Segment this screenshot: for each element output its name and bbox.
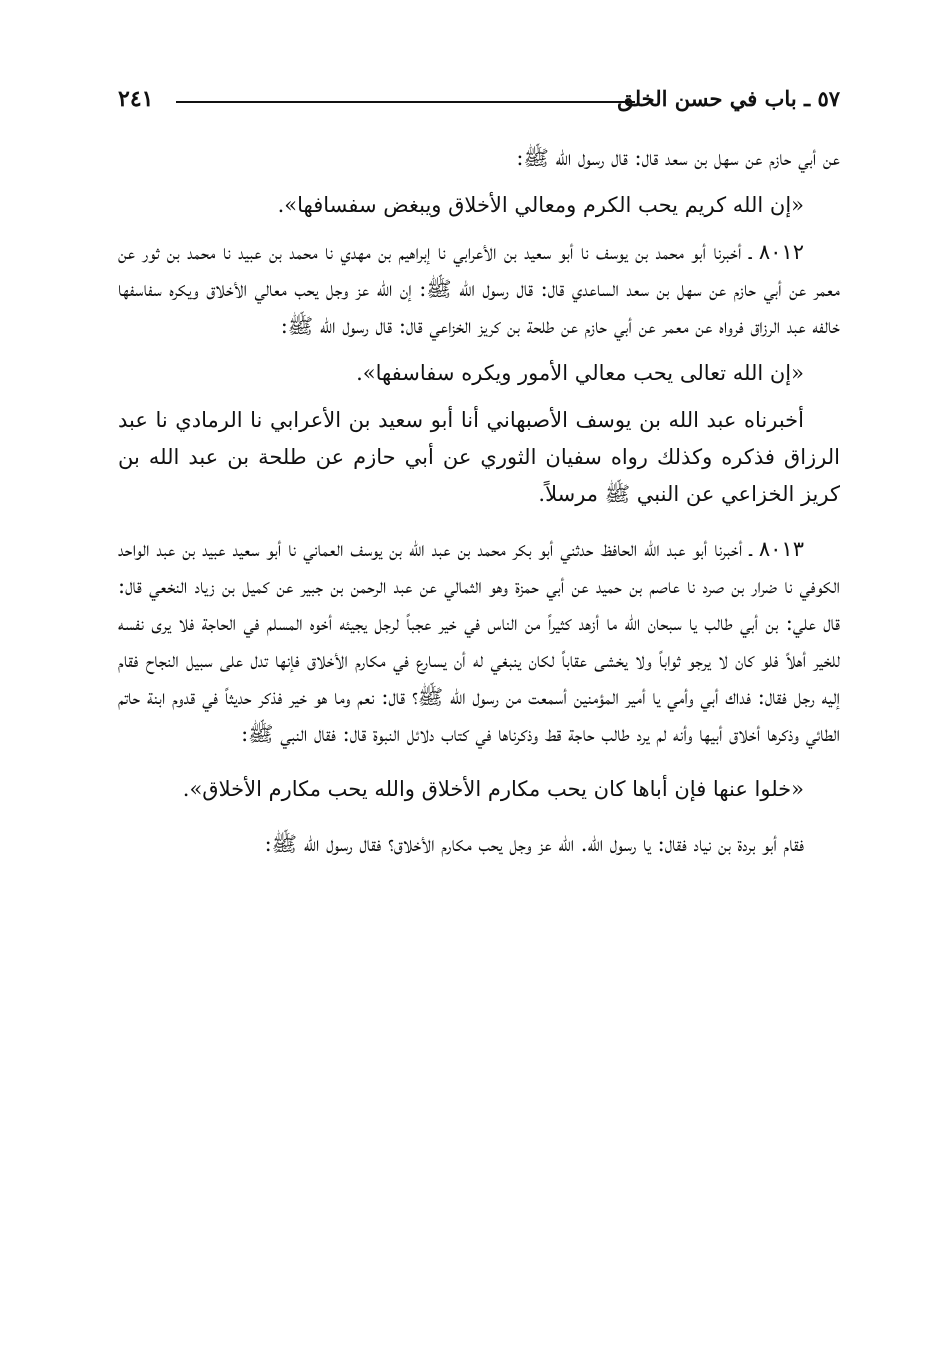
hadith-8012: ٨٠١٢ ـ أخبرنا أبو محمد بن يوسف نا أبو سعيد بن الأعرابي نا إبراهيم بن مهدي نا محمد بن عبيد نا محمد بن ثور عن معمر عن أبي حازم عن سهل بن سعد الساعدي قال: قال رسول الله ﷺ: إن الله عز وجل يحب معالي الأخلاق ويكره سفاسفها خالفه عبد الرزاق فرواه عن معمر عن أبي حازم عن طلحة بن كريز الخزاعي قال: قال رسول الله ﷺ: xyxy=(118,240,840,338)
running-header xyxy=(118,86,840,118)
hadith-quote: «خلوا عنها فإن أباها كان يحب مكارم الأخلاق والله يحب مكارم الأخلاق». xyxy=(182,777,804,801)
paragraph-narration: فقام أبو بردة بن نياد فقال: يا رسول الله. الله عز وجل يحب مكارم الأخلاق؟ فقال رسول الله ﷺ: xyxy=(264,832,804,856)
hadith-8013: ٨٠١٣ ـ أخبرنا أبو عبد الله الحافظ حدثني أبو بكر محمد بن عبد الله بن يوسف العماني نا أبو سعيد عبيد بن عبد الواحد الكوفي نا ضرار بن صرد نا عاصم بن حميد عن أبي حمزة وهو الثمالي عن عبد الرحمن بن جبير عن كميل بن زياد النخعي قال: قال علي: بن أبي طالب يا سبحان الله ما أزهد كثيراً من الناس في خير عجباً لرجل يجيئه أخوه المسلم في الحاجة فلا يرى نفسه للخير أهلاً فلو كان لا يرجو ثواباً ولا يخشى عقاباً لكان ينبغي له أن يسارع في مكارم الأخلاق فإنها تدل على سبيل النجاح فقام إليه رجل فقال: فداك أبي وأمي يا أمير المؤمنين أسمعت من رسول الله ﷺ؟ قال: نعم وما هو خير فذكر حديثاً في قدوم ابنة حاتم الطائي وذكرها أخلاق أبيها وأنه لم يرد طالب حاجة قط وذكرناها في كتاب دلائل النبوة قال: فقال النبي ﷺ: xyxy=(118,537,840,746)
chapter-title: ٥٧ ـ باب في حسن الخلق xyxy=(617,86,840,111)
page-body xyxy=(118,140,840,863)
hadith-quote: «إن الله تعالى يحب معالي الأمور ويكره سفاسفها». xyxy=(356,361,804,385)
page-number: ٢٤١ xyxy=(118,86,154,112)
paragraph-narration: أخبرناه عبد الله بن يوسف الأصبهاني أنا أبو سعيد بن الأعرابي نا الرمادي نا عبد الرزاق فذكره وكذلك رواه سفيان الثوري عن أبي حازم عن طلحة بن عبد الله بن كريز الخزاعي عن النبي ﷺ مرسلاً. xyxy=(118,408,840,506)
hadith-quote: «إن الله كريم يحب الكرم ومعالي الأخلاق ويبغض سفسافها». xyxy=(277,193,804,217)
paragraph-chain-continuation: عن أبي حازم عن سهل بن سعد قال: قال رسول الله ﷺ: xyxy=(516,146,840,170)
header-rule xyxy=(176,101,635,103)
